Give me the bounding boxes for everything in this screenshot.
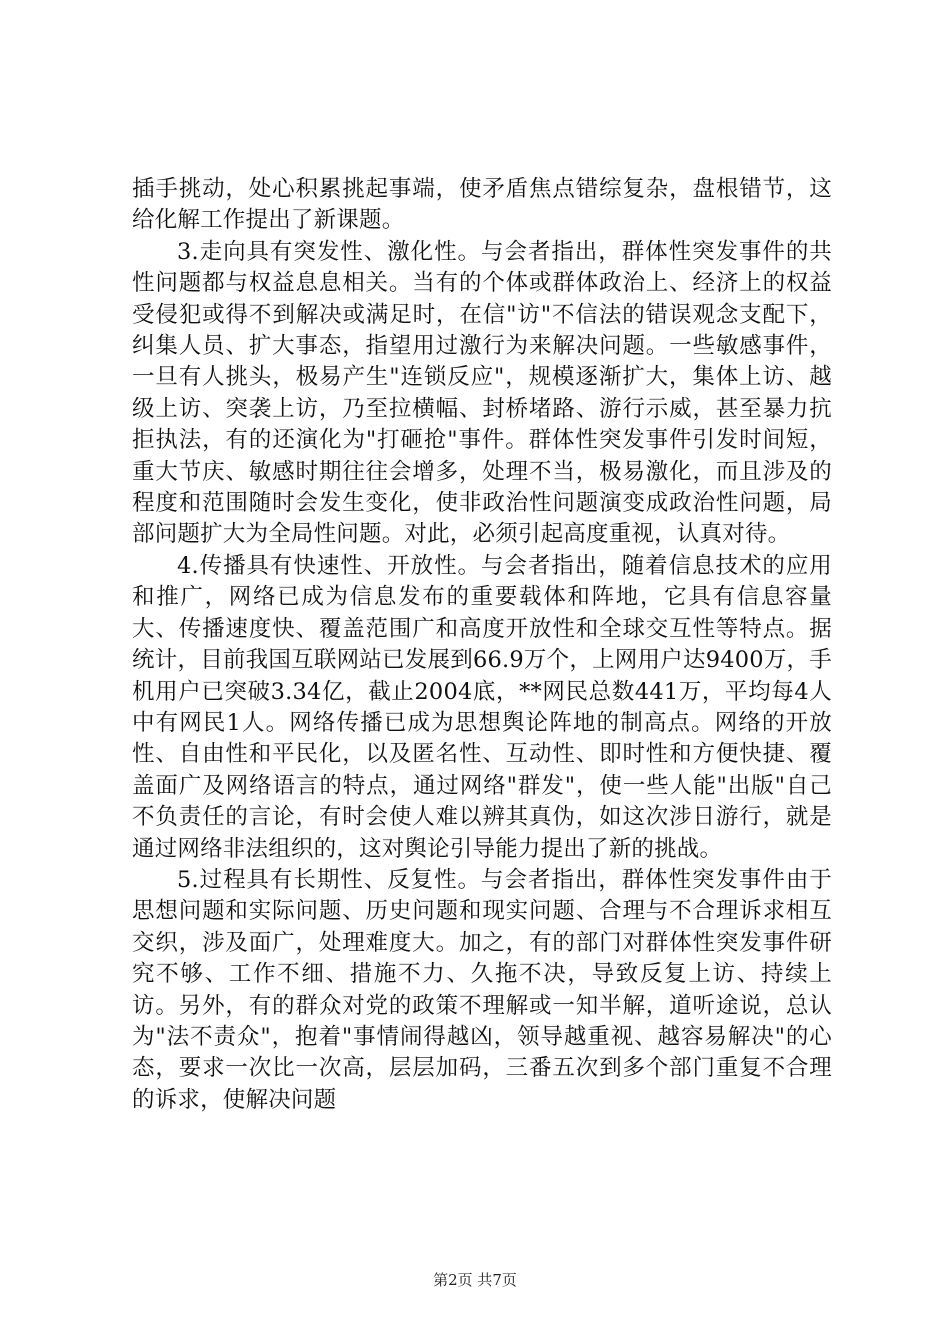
paragraph-point-3: 3.走向具有突发性、激化性。与会者指出，群体性突发事件的共性问题都与权益息息相关。当有的个体或群体政治上、经济上的权益受侵犯或得不到解决或满足时，在信"访"不信法的错误观念支配下，纠集人员、扩大事态，指望用过激行为来解决问题。一些敏感事件，一旦有人挑头，极易产生"连锁反应"，规模逐渐扩大，集体上访、越级上访、突袭上访，乃至拉横幅、封桥堵路、游行示威，甚至暴力抗拒执法，有的还演化为"打砸抢"事件。群体性突发事件引发时间短，重大节庆、敏感时期往往会增多，处理不当，极易激化，而且涉及的程度和范围随时会发生变化，使非政治性问题演变成政治性问题，局部问题扩大为全局性问题。对此，必须引起高度重视，认真对待。 xyxy=(132,238,832,548)
page-number-footer: 第2页 共7页 xyxy=(433,1271,517,1289)
paragraph-point-4: 4.传播具有快速性、开放性。与会者指出，随着信息技术的应用和推广，网络已成为信息发布的重要载体和阵地，它具有信息容量大、传播速度快、覆盖范围广和高度开放性和全球交互性等特点。据统计，目前我国互联网站已发展到66.9万个，上网用户达9400万，手机用户已突破3.34亿，截止2004底，**网民总数441万，平均每4人中有网民1人。网络传播已成为思想舆论阵地的制高点。网络的开放性、自由性和平民化，以及匿名性、互动性、即时性和方便快捷、覆盖面广及网络语言的特点，通过网络"群发"，使一些人能"出版"自己不负责任的言论，有时会使人难以辨其真伪，如这次涉日游行，就是通过网络非法组织的，这对舆论引导能力提出了新的挑战。 xyxy=(132,552,832,862)
document-body xyxy=(132,174,832,1116)
paragraph-continuation: 插手挑动，处心积累挑起事端，使矛盾焦点错综复杂，盘根错节，这给化解工作提出了新课题。 xyxy=(132,176,832,234)
paragraph-point-5: 5.过程具有长期性、反复性。与会者指出，群体性突发事件由于思想问题和实际问题、历史问题和现实问题、合理与不合理诉求相互交织，涉及面广，处理难度大。加之，有的部门对群体性突发事件研究不够、工作不细、措施不力、久拖不决，导致反复上访、持续上访。另外，有的群众对党的政策不理解或一知半解，道听途说，总认为"法不责众"，抱着"事情闹得越凶，领导越重视、越容易解决"的心态，要求一次比一次高，层层加码，三番五次到多个部门重复不合理的诉求，使解决问题 xyxy=(132,866,832,1113)
